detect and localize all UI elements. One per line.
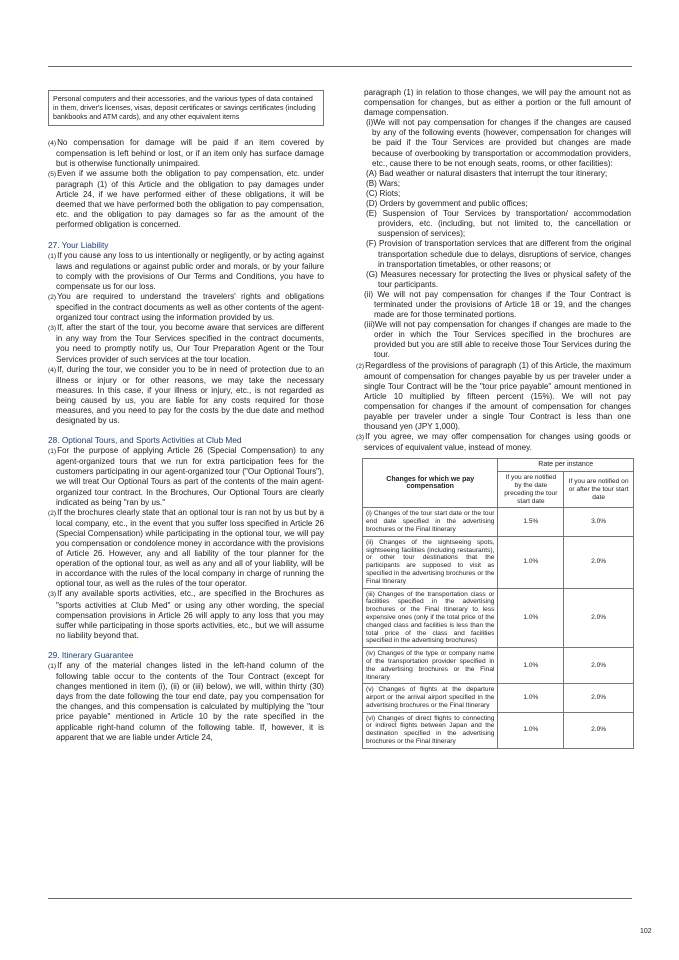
rate-after-cell: 2.0%: [564, 588, 634, 648]
right-column: [356, 88, 631, 749]
para-4-text: No compensation for damage will be paid if an item covered by compensation is left behind or lost, or if an item only has surface damage but is otherwise functionally unimpaired.: [56, 137, 324, 168]
table-row: [363, 712, 634, 748]
item-G: (G) Measures necessary for protecting the lives or physical safety of the tour participants.: [366, 269, 631, 289]
col-before-header: If you are notified by the date preceding the tour start date: [498, 472, 564, 508]
para-3-num: (3): [356, 434, 365, 442]
item-D: (D) Orders by government and public offices;: [366, 199, 528, 209]
rate-after-cell: 2.0%: [564, 536, 634, 588]
para-3-text: If you agree, we may offer compensation for changes using goods or services of equivalent value, instead of money.: [364, 432, 631, 453]
rate-before-cell: 1.0%: [498, 684, 564, 712]
art27-1: [48, 251, 324, 292]
para-5-text: Even if we assume both the obligation to pay compensation, etc. under paragraph (1) of this Article and the obligation to pay damages under Article 24, if we have performed either of these obligations, it will be deemed that we have performed both the obligation to pay compensation, etc. and the obligation to pay damages so far as the amount of the performed obligation is concerned.: [56, 169, 324, 230]
art27-3: [48, 323, 324, 364]
excluded-items-text: Personal computers and their accessories, and the various types of data contained in them, driver's licenses, visas, deposit certificates or savings certificates (including bankbooks and ATM cards), and any other equivalent items: [53, 95, 316, 121]
rate-before-cell: 1.5%: [498, 508, 564, 536]
art29-1: [48, 661, 324, 743]
art28-1: [48, 446, 324, 508]
page-number: 102: [640, 928, 652, 935]
art28-3-num: (3): [48, 591, 57, 599]
art27-1-num: (1): [48, 252, 57, 260]
table-row: [363, 684, 634, 712]
art27-4-text: If, during the tour, we consider you to be in need of protection due to an illness or injury or for other reasons, we may take the necessary measures. In this case, if your illness or injury, etc., is not regarded as being caused by us, you are liable for any costs required for those measures, and you need to pay for the costs by the due date and method designated by us.: [56, 364, 324, 426]
rate-after-cell: 3.0%: [564, 508, 634, 536]
item-C: (C) Riots;: [366, 188, 401, 198]
table-row: [363, 536, 634, 588]
art27-2-num: (2): [48, 293, 57, 301]
excluded-items-box: [48, 90, 324, 126]
art28-2: [48, 508, 324, 590]
table-row: [363, 588, 634, 648]
art28-3-text: If any available sports activities, etc., are specified in the Brochures as "sports activities at Club Med" or using any other wording, the special compensation provisions in Article 26 will apply to any loss that you may suffer while participating in those sports activities, etc., but we will assume no liability beyond that.: [56, 589, 324, 640]
top-rule: [48, 66, 632, 67]
change-cell: (vi) Changes of direct flights to connecting or indirect flights between Japan and the destination specified in the advertising brochures or the Final Itinerary: [363, 712, 498, 748]
art29-1-text: If any of the material changes listed in the left-hand column of the following table occur to the contents of the Tour Contract (except for changes mentioned in item (i), (ii) or (iii) below), we will, within thirty (30) days from the date following the tour end date, pay you compensation for the changes, and this compensation is calculated by multiplying the "tour price payable" mentioned in Article 10 by the rate specified in the applicable right-hand column of the following table. If, however, it is apparent that we are liable under Article 24,: [56, 660, 324, 742]
rate-header: Rate per instance: [498, 459, 634, 472]
rate-before-cell: 1.0%: [498, 588, 564, 648]
change-cell: (iv) Changes of the type or company name of the transportation provider specified in the advertising brochures or the Final Itinerary: [363, 648, 498, 684]
art27-4-num: (4): [48, 366, 57, 374]
rate-before-cell: 1.0%: [498, 648, 564, 684]
para-3: [356, 432, 631, 453]
art29-1-num: (1): [48, 662, 57, 670]
art28-2-text: If the brochures clearly state that an optional tour is ran not by us but by a local company, etc., in the event that you suffer loss specified in Article 26 (Special Compensation) while participating in the optional tour, we will pay you compensation or condolence money in accordance with the provisions of Article 26. However, any and all liability of the tour planner for the operation of the optional tour, as well as any and all of your liability, will be in accordance with the rules of the local company in charge of running the optional tour, as well as the rules of the tour operator.: [56, 507, 324, 589]
art27-2: [48, 292, 324, 323]
table-body: [363, 508, 634, 749]
col-after-header: If you are notified on or after the tour start date: [564, 472, 634, 508]
art28-1-text: For the purpose of applying Article 26 (Special Compensation) to any agent-organized tours that we run for extra participation fees for the customers participating in our agent-organized tour ("Our Optional Tours"), we will treat Our Optional Tours as part of the contents of the main agent-organized tour contract. In the Brochures, Our Optional Tours are clearly indicated as being "ran by us.": [56, 446, 324, 507]
rate-before-cell: 1.0%: [498, 536, 564, 588]
rate-after-cell: 2.0%: [564, 684, 634, 712]
art28-2-num: (2): [48, 509, 57, 517]
heading-29: 29. Itinerary Guarantee: [48, 649, 134, 660]
change-cell: (ii) Changes of the sightseeing spots, sightseeing facilities (including restaurants), or other tour destinations that the participants are supposed to visit as specified in the advertising brochures or the Final Itinerary: [363, 536, 498, 588]
continuation-text: paragraph (1) in relation to those changes, we will pay the amount not as compensation for changes, but as either a portion or the full amount of damage compensation.: [364, 88, 631, 118]
item-ii: (ii) We will not pay compensation for changes if the Tour Contract is terminated under the provisions of Article 18 or 19, and the changes made are for those terminated portions.: [364, 289, 631, 320]
compensation-table: [362, 458, 634, 749]
art27-3-num: (3): [48, 325, 57, 333]
art27-1-text: If you cause any loss to us intentionally or negligently, or by acting against laws and regulations or against public order and morals, or by your failure to comply with the provisions of Our Terms and Conditions, you have to compensate us for our loss.: [56, 250, 324, 291]
para-2-text: Regardless of the provisions of paragraph (1) of this Article, the maximum amount of compensation for changes payable by us per traveler under a single Tour Contract will be the "tour price payable" amount mentioned in Article 10 multiplied by fifteen percent (15%). We will not pay compensation for changes if the amount of compensation for changes payable per traveler under a single Tour Contract is less than one thousand yen (JPY 1,000).: [364, 360, 631, 432]
item-E: (E) Suspension of Tour Services by transportation/ accommodation providers, etc. (including, but not limited to, the cancellation or suspension of services);: [366, 209, 631, 239]
heading-28: 28. Optional Tours, and Sports Activities at Club Med: [48, 435, 242, 446]
change-cell: (v) Changes of flights at the departure airport or the arrival airport specified in the advertising brochures or the Final Itinerary: [363, 684, 498, 712]
para-4: [48, 138, 324, 169]
table-row: [363, 648, 634, 684]
para-5-num: (5): [48, 171, 57, 178]
art27-3-text: If, after the start of the tour, you become aware that services are different in any way from the Tour Services specified in the contract documents, you need to promptly notify us, Our Tour Preparation Agent or the Tour Services provider of such services at the tour location.: [56, 323, 324, 364]
art27-2-text: You are required to understand the travelers' rights and obligations specified in the contract documents as well as other contents of the agent-organized tour contract using the information provided by us.: [56, 291, 324, 323]
item-B: (B) Wars;: [366, 178, 400, 188]
left-column: [48, 90, 324, 743]
para-2-num: (2): [356, 362, 365, 370]
item-i: (i)We will not pay compensation for changes if the changes are caused by any of the following events (however, compensation for changes will be paid if the Tour Services are provided but changes are made because of overbooking by transportation or accommodation providers, etc., cause there to be not enough seats, rooms, or other facilities):: [366, 118, 631, 168]
art28-1-num: (1): [48, 448, 57, 456]
heading-27: 27. Your Liability: [48, 239, 109, 250]
para-4-num: (4): [48, 139, 57, 147]
col-changes-header: Changes for which we pay compensation: [363, 459, 498, 508]
para-5: [48, 169, 324, 231]
item-A: (A) Bad weather or natural disasters that interrupt the tour itinerary;: [366, 168, 608, 178]
item-iii: (iii)We will not pay compensation for changes if changes are made to the order in which the Tour Services specified in the brochures are provided but you are still able to receive those Tour Services during the tour.: [364, 320, 631, 360]
rate-before-cell: 1.0%: [498, 712, 564, 748]
table-row: [363, 508, 634, 536]
change-cell: (i) Changes of the tour start date or the tour end date specified in the advertising brochures or the Final Itinerary: [363, 508, 498, 536]
art28-3: [48, 589, 324, 640]
bottom-rule: [48, 898, 632, 899]
art27-4: [48, 365, 324, 427]
para-2: [356, 361, 631, 433]
rate-after-cell: 2.0%: [564, 648, 634, 684]
item-F: (F) Provision of transportation services that are different from the original transportation schedule due to delays, disruptions of service, changes in transportation timetables, or other reasons; or: [366, 239, 631, 269]
change-cell: (iii) Changes of the transportation class or facilities specified in the advertising brochures or the Final Itinerary to less expensive ones (only if the total price of the changed class and facilities is less than the total price of the class and facilities specified in the advertising brochures): [363, 588, 498, 648]
rate-after-cell: 2.0%: [564, 712, 634, 748]
